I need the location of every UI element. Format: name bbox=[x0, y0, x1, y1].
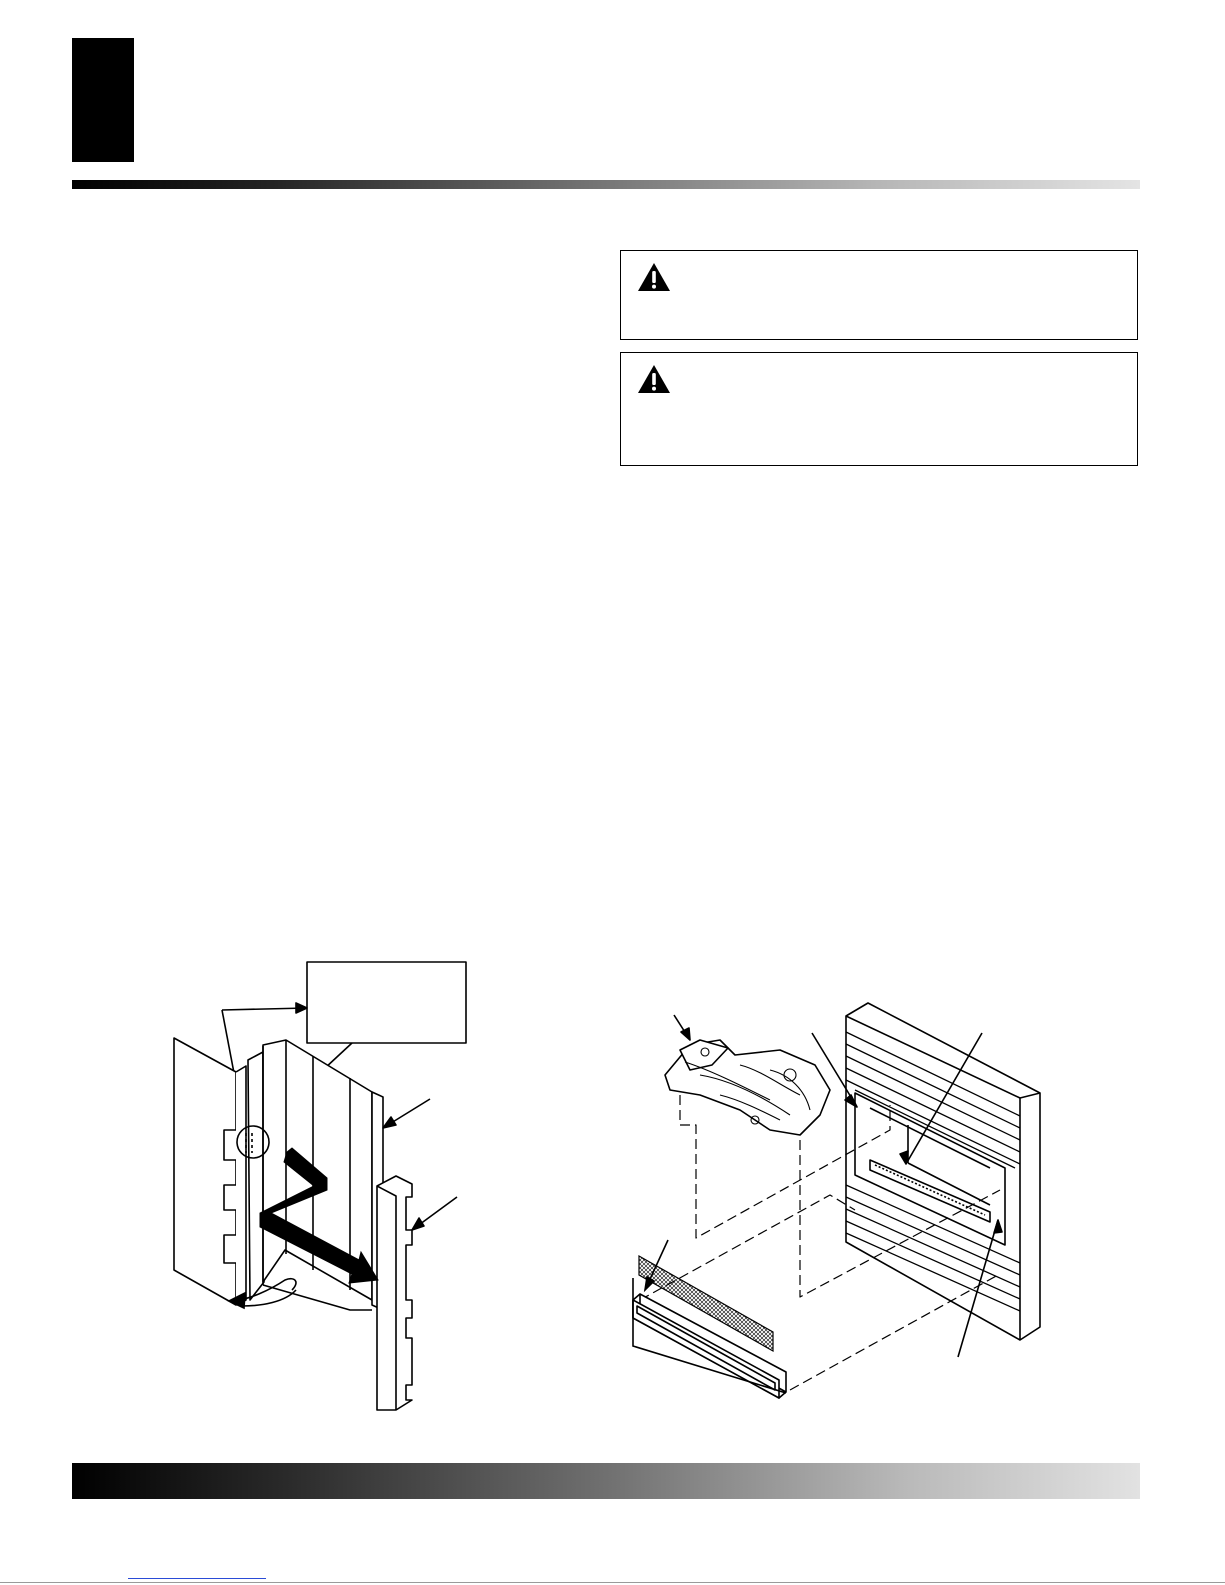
header-rule bbox=[72, 180, 1140, 189]
rotate-arrow bbox=[236, 1279, 296, 1300]
back-panel-face bbox=[263, 1040, 372, 1300]
warning-box bbox=[620, 250, 1138, 340]
detail-circle bbox=[237, 1126, 269, 1158]
screen-panel bbox=[633, 1294, 786, 1398]
left-side-panel bbox=[174, 1038, 236, 1305]
callout-leader bbox=[222, 1008, 307, 1010]
screen-mesh bbox=[637, 1306, 775, 1390]
back-panel bbox=[248, 1052, 264, 1300]
callout-box bbox=[307, 962, 466, 1043]
install-arrow bbox=[260, 1148, 378, 1283]
firebox-opening bbox=[855, 1093, 1005, 1245]
burner bbox=[870, 1160, 990, 1222]
warning-triangle-icon bbox=[637, 262, 671, 292]
page-edge bbox=[0, 1582, 1225, 1583]
right-side-panel bbox=[377, 1176, 412, 1410]
section-tab bbox=[72, 38, 134, 162]
firebox-cabinet bbox=[846, 1003, 1040, 1340]
screen-mesh-face bbox=[639, 1256, 773, 1351]
warning-triangle-icon bbox=[637, 364, 671, 394]
log-set bbox=[665, 1040, 830, 1135]
warning-box bbox=[620, 352, 1138, 466]
footer-rule bbox=[72, 1463, 1140, 1499]
page-link[interactable] bbox=[128, 1578, 266, 1579]
